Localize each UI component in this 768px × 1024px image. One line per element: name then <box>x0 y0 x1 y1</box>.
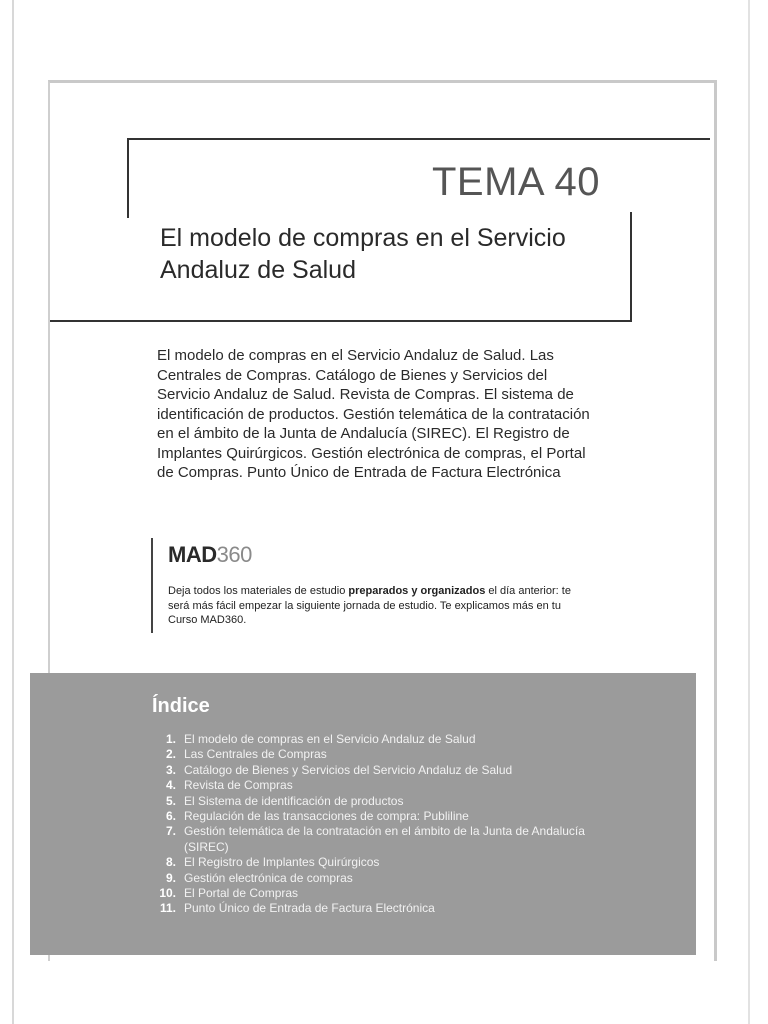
index-label: El Sistema de identificación de productos <box>184 793 404 808</box>
index-label: Punto Único de Entrada de Factura Electrónica <box>184 901 435 916</box>
index-number: 5. <box>165 793 176 808</box>
topic-title: El modelo de compras en el Servicio Andaluz de Salud <box>160 224 566 284</box>
promo-text-bold: preparados y organizados <box>348 585 486 597</box>
index-number: 4. <box>165 778 176 793</box>
tema-number: TEMA 40 <box>431 160 600 204</box>
index-item <box>140 778 590 793</box>
index-item <box>140 794 590 809</box>
index-title: Índice <box>152 695 210 717</box>
logo-mad-text: MAD <box>168 542 217 567</box>
page-edge-left <box>12 0 14 1024</box>
title-frame-right-rule <box>630 212 632 320</box>
index-item <box>140 747 590 762</box>
index-label: Gestión electrónica de compras <box>184 870 353 885</box>
index-label: El Registro de Implantes Quirúrgicos <box>184 855 380 870</box>
logo-number-text: 360 <box>216 542 252 567</box>
index-item <box>140 855 590 870</box>
promo-side-rule <box>151 538 153 633</box>
index-item <box>140 732 590 747</box>
title-frame-left-rule <box>127 138 129 218</box>
page-edge-right <box>748 0 750 1024</box>
promo-text-after: el día anterior: te será más fácil empezar la siguiente jornada de estudio. Te explicamos más en tu Curso MAD360. <box>168 585 571 626</box>
index-item <box>140 809 590 824</box>
index-number: 9. <box>165 870 176 885</box>
index-label: Regulación de las transacciones de compra: Publiline <box>184 809 469 824</box>
mad360-logo <box>168 542 252 568</box>
topic-summary: El modelo de compras en el Servicio Andaluz de Salud. Las Centrales de Compras. Catálogo de Bienes y Servicios del Servicio Andaluz de Salud. Revista de Compras. El sistema de identificación de productos. Gestión telemática de la contratación en el ámbito de la Junta de Andalucía (SIREC). El Registro de Implantes Quirúrgicos. Gestión electrónica de compras, el Portal de Compras. Punto Único de Entrada de Factura Electrónica <box>157 347 590 481</box>
index-item <box>140 886 590 901</box>
index-list <box>140 732 590 917</box>
index-number: 10. <box>159 886 176 901</box>
index-label: El modelo de compras en el Servicio Andaluz de Salud <box>184 732 476 746</box>
index-number: 7. <box>165 824 176 839</box>
index-item <box>140 824 590 855</box>
index-number: 1. <box>165 732 176 746</box>
promo-text-before: Deja todos los materiales de estudio <box>168 585 349 597</box>
index-label: El Portal de Compras <box>184 886 299 901</box>
index-label: Catálogo de Bienes y Servicios del Servicio Andaluz de Salud <box>184 762 513 777</box>
index-number: 11. <box>159 901 176 916</box>
title-frame-bottom-rule <box>50 320 632 322</box>
index-number: 8. <box>165 855 176 870</box>
index-label: Las Centrales de Compras <box>184 747 327 762</box>
index-item <box>140 901 590 916</box>
index-number: 3. <box>165 762 176 777</box>
index-label: Gestión telemática de la contratación en el ámbito de la Junta de Andalucía (SIREC) <box>184 824 585 854</box>
title-frame-top-rule <box>128 138 710 140</box>
index-item <box>140 871 590 886</box>
promo-text <box>168 584 593 628</box>
index-number: 2. <box>165 747 176 762</box>
index-label: Revista de Compras <box>184 778 293 793</box>
index-number: 6. <box>165 809 176 824</box>
index-item <box>140 763 590 778</box>
